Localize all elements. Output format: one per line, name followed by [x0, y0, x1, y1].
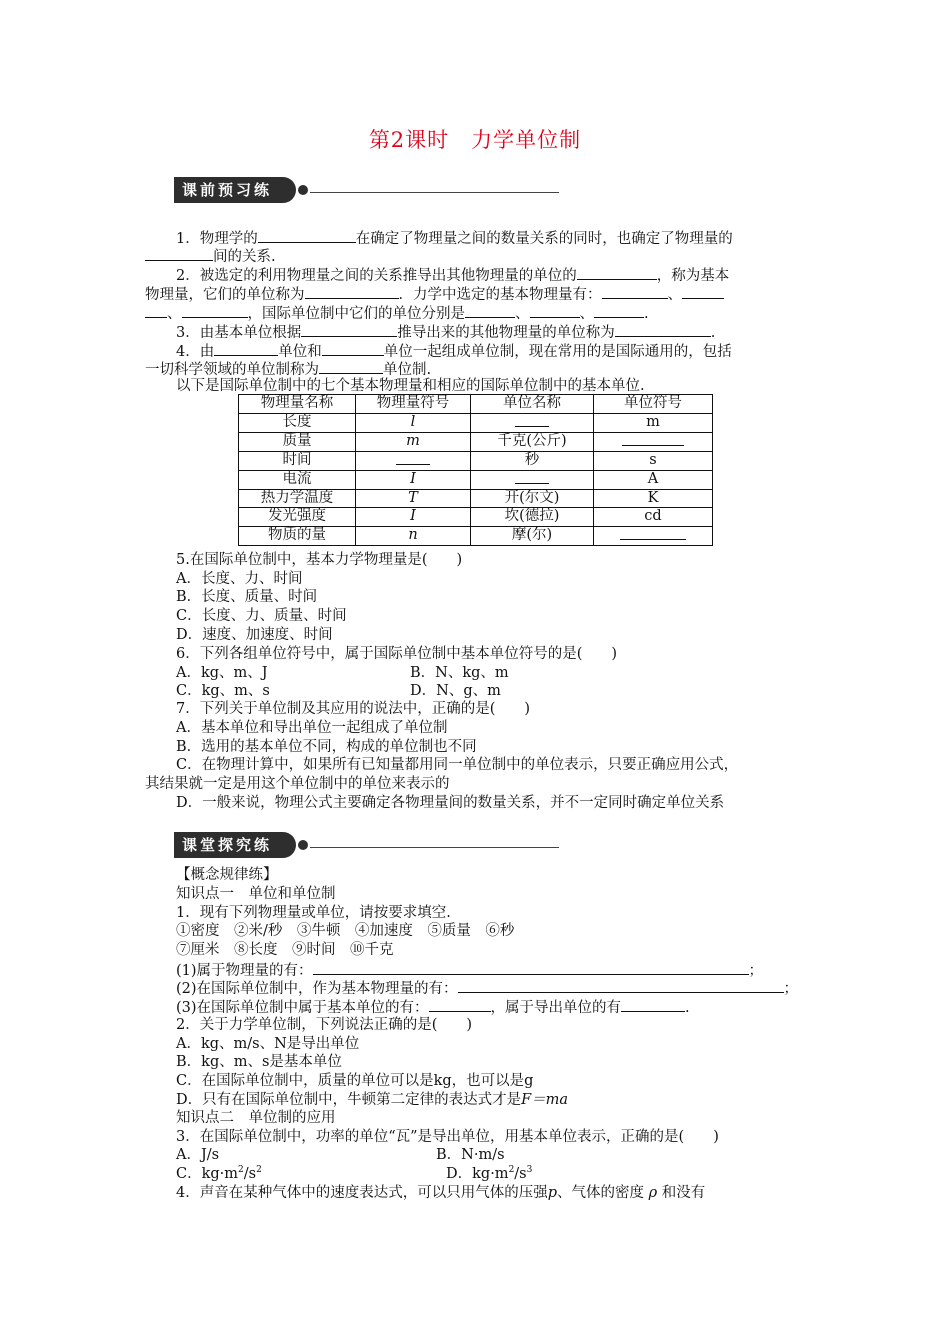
- practice-1-items-2: ⑦厘米 ⑧长度 ⑨时间 ⑩千克: [176, 942, 394, 958]
- question-1-line-1: [176, 228, 733, 248]
- answer-blank: [620, 527, 686, 540]
- text: 、气体的密度: [557, 1185, 645, 1201]
- text: 物理量，它们的单位称为: [145, 287, 305, 303]
- table-row: [239, 489, 713, 508]
- symbol: p: [547, 1185, 558, 1201]
- text: ，称为基本: [656, 268, 730, 284]
- answer-blank: [319, 359, 383, 374]
- table-intro: 以下是国际单位制中的七个基本物理量和相应的国际单位制中的基本单位.: [176, 378, 645, 394]
- practice-1-sub-2: [176, 978, 798, 998]
- answer-blank: [145, 246, 213, 261]
- text: ；: [783, 981, 799, 997]
- table-header: 单位名称: [471, 395, 594, 414]
- option-c: C．在国际单位制中，质量的单位可以是kg，也可以是g: [176, 1073, 534, 1089]
- answer-blank: [577, 265, 657, 280]
- text: 、: [167, 306, 182, 322]
- option-a: A．J/s: [176, 1147, 220, 1163]
- text: ，国际单位制中它们的单位分别是: [247, 306, 465, 322]
- table-cell: m: [356, 432, 471, 451]
- answer-blank: [515, 471, 549, 484]
- table-cell: [594, 526, 713, 545]
- divider: [310, 847, 559, 848]
- answer-blank: [615, 322, 711, 337]
- text: ；: [748, 963, 764, 979]
- text: 单位制.: [383, 362, 432, 378]
- answer-blank: [396, 452, 430, 465]
- text: 一切科学领域的单位制称为: [145, 362, 319, 378]
- text: 推导出来的其他物理量的单位称为: [397, 325, 615, 341]
- option-c: [176, 1165, 262, 1183]
- practice-2-stem: 2．关于力学单位制，下列说法正确的是( ): [176, 1017, 473, 1033]
- table-cell: [356, 451, 471, 470]
- section-header-class: [174, 832, 559, 858]
- text: ．力学中选定的基本物理量有：: [398, 287, 602, 303]
- option-b: B．kg、m、s是基本单位: [176, 1054, 342, 1070]
- practice-3-stem: 3．在国际单位制中，功率的单位“瓦”是导出单位，用基本单位表示，正确的是( ): [176, 1129, 719, 1145]
- table-cell: I: [356, 470, 471, 489]
- superscript: 2: [238, 1165, 244, 1176]
- answer-blank: [322, 341, 384, 356]
- practice-1-stem: 1．现有下列物理量或单位，请按要求填空.: [176, 905, 451, 921]
- section-header-preview: [174, 177, 559, 203]
- superscript: 2: [508, 1165, 515, 1176]
- table-cell: 物质的量: [239, 526, 356, 545]
- table-cell: 千克(公斤): [471, 432, 594, 451]
- text: 在确定了物理量之间的数量关系的同时，也确定了物理量的: [355, 231, 733, 247]
- answer-blank: [465, 303, 515, 318]
- question-7-stem: 7．下列关于单位制及其应用的说法中，正确的是( ): [176, 701, 531, 717]
- text: (1)属于物理量的有：: [176, 963, 313, 979]
- table-cell: 发光强度: [239, 508, 356, 527]
- option-d: [446, 1165, 532, 1183]
- formula: F＝ma: [521, 1092, 569, 1108]
- table-row: [239, 508, 713, 527]
- text: .: [644, 306, 649, 322]
- table-header-row: [239, 395, 713, 414]
- text: ，属于导出单位的有: [490, 1000, 622, 1016]
- text: 、: [515, 306, 530, 322]
- table-cell: [594, 432, 713, 451]
- text: (2)在国际单位制中，作为基本物理量的有：: [176, 981, 458, 997]
- table-cell: K: [594, 489, 713, 508]
- knowledge-point-1: 知识点一 单位和单位制: [176, 886, 336, 902]
- question-1-line-2: [145, 246, 276, 266]
- text: D．只有在国际单位制中，牛顿第二定律的表达式才是: [176, 1092, 522, 1108]
- text: 单位和: [278, 344, 322, 360]
- text: 1．物理学的: [176, 231, 258, 247]
- answer-blank: [621, 997, 685, 1012]
- section-label: 课前预习练: [174, 177, 296, 203]
- table-cell: 长度: [239, 413, 356, 432]
- text: .: [685, 1000, 690, 1016]
- option-b: B．N、kg、m: [410, 665, 509, 681]
- practice-1-items-1: ①密度 ②米/秒 ③牛顿 ④加速度 ⑤质量 ⑥秒: [176, 923, 515, 939]
- option-b: B．N·m/s: [436, 1147, 505, 1163]
- answer-blank: [301, 322, 397, 337]
- option-c: C．kg、m、s: [176, 683, 270, 699]
- page-title: 第2课时 力学单位制: [368, 128, 582, 152]
- table-row: [239, 413, 713, 432]
- section-label: 课堂探究练: [174, 832, 296, 858]
- symbol: ρ: [648, 1185, 658, 1201]
- answer-blank: [515, 414, 549, 427]
- answer-blank: [258, 228, 356, 243]
- text: (3)在国际单位制中属于基本单位的有：: [176, 1000, 429, 1016]
- table-header: 单位符号: [594, 395, 713, 414]
- question-2-line-1: [176, 265, 729, 285]
- superscript: 2: [256, 1165, 262, 1176]
- text: 和没有: [661, 1185, 706, 1201]
- answer-blank: [429, 997, 491, 1012]
- table-cell: m: [594, 413, 713, 432]
- table-header: 物理量名称: [239, 395, 356, 414]
- bullet-icon: [298, 840, 308, 850]
- table-cell: T: [356, 489, 471, 508]
- text: 3．由基本单位根据: [176, 325, 302, 341]
- answer-blank: [622, 433, 684, 446]
- text: 2．被选定的利用物理量之间的关系推导出其他物理量的单位的: [176, 268, 577, 284]
- table-cell: 坎(德拉): [471, 508, 594, 527]
- table-row: [239, 451, 713, 470]
- answer-blank: [594, 303, 644, 318]
- bullet-icon: [298, 185, 308, 195]
- answer-blank: [530, 303, 580, 318]
- text: 4．由: [176, 344, 215, 360]
- practice-1-sub-1: [176, 960, 763, 980]
- answer-blank: [458, 978, 784, 993]
- option-d: D．N、g、m: [410, 683, 501, 699]
- table-cell: s: [594, 451, 713, 470]
- table-cell: 开(尔文): [471, 489, 594, 508]
- table-cell: 热力学温度: [239, 489, 356, 508]
- question-2-line-2: [145, 284, 724, 304]
- table-cell: 电流: [239, 470, 356, 489]
- table-row: [239, 470, 713, 489]
- table-cell: cd: [594, 508, 713, 527]
- table-cell: l: [356, 413, 471, 432]
- divider: [310, 192, 559, 193]
- answer-blank: [682, 284, 724, 299]
- text: .: [710, 325, 716, 341]
- option-d: D．一般来说，物理公式主要确定各物理量间的数量关系，并不一定同时确定单位关系: [176, 795, 725, 811]
- answer-blank: [182, 303, 248, 318]
- table-header: 物理量符号: [356, 395, 471, 414]
- table-cell: I: [356, 508, 471, 527]
- text: C．kg·m: [176, 1166, 239, 1182]
- question-4-line-1: [176, 341, 732, 361]
- text: /s: [514, 1166, 527, 1182]
- answer-blank: [602, 284, 668, 299]
- option-b: B．长度、质量、时间: [176, 589, 318, 605]
- text: 单位一起组成单位制，现在常用的是国际通用的，包括: [383, 344, 732, 360]
- table-cell: n: [356, 526, 471, 545]
- option-c-line-2: 其结果就一定是用这个单位制中的单位来表示的: [145, 776, 450, 792]
- table-cell: [471, 470, 594, 489]
- text: 4．声音在某种气体中的速度表达式，可以只用气体的压强: [176, 1185, 548, 1201]
- table-cell: 时间: [239, 451, 356, 470]
- text: /s: [243, 1166, 257, 1182]
- question-3: [176, 322, 715, 342]
- table-cell: 质量: [239, 432, 356, 451]
- si-units-table: [238, 394, 713, 546]
- question-4-line-2: [145, 359, 431, 379]
- table-cell: 秒: [471, 451, 594, 470]
- answer-blank: [145, 303, 167, 318]
- question-6-stem: 6．下列各组单位符号中，属于国际单位制中基本单位符号的是( ): [176, 646, 618, 662]
- practice-1-sub-3: [176, 997, 690, 1017]
- question-5-stem: 5.在国际单位制中，基本力学物理量是( ): [176, 552, 463, 568]
- table-cell: 摩(尔): [471, 526, 594, 545]
- option-a: A．长度、力、时间: [176, 571, 303, 587]
- option-a: A．kg、m、J: [176, 665, 268, 681]
- table-row: [239, 432, 713, 451]
- answer-blank: [313, 960, 749, 975]
- option-b: B．选用的基本单位不同，构成的单位制也不同: [176, 739, 477, 755]
- answer-blank: [305, 284, 399, 299]
- answer-blank: [214, 341, 278, 356]
- text: 间的关系.: [213, 249, 276, 265]
- superscript: 3: [526, 1165, 533, 1176]
- option-c-line-1: C．在物理计算中，如果所有已知量都用同一单位制中的单位表示，只要正确应用公式，: [176, 757, 739, 773]
- text: 、: [579, 306, 594, 322]
- table-row: [239, 526, 713, 545]
- option-a: A．kg、m/s、N是导出单位: [176, 1036, 360, 1052]
- text: 、: [667, 287, 682, 303]
- practice-4-stem: [176, 1184, 705, 1202]
- practice-heading: 【概念规律练】: [176, 867, 278, 883]
- table-cell: [471, 413, 594, 432]
- knowledge-point-2: 知识点二 单位制的应用: [176, 1110, 336, 1126]
- option-d: [176, 1091, 568, 1109]
- table-cell: A: [594, 470, 713, 489]
- option-c: C．长度、力、质量、时间: [176, 608, 347, 624]
- text: D．kg·m: [446, 1166, 509, 1182]
- option-a: A．基本单位和导出单位一起组成了单位制: [176, 720, 448, 736]
- option-d: D．速度、加速度、时间: [176, 627, 333, 643]
- question-2-line-3: [145, 303, 649, 323]
